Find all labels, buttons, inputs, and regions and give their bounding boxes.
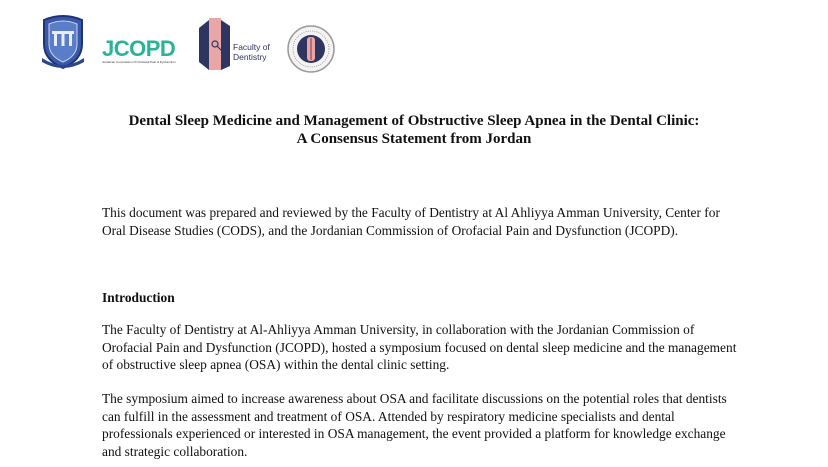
section-heading-introduction: Introduction xyxy=(102,290,175,305)
introduction-paragraph: The symposium aimed to increase awareness about OSA and facilitate discussions on the potential roles that dentists can fulfill in the assessment and treatment of OSA. Attended by respiratory medicine specialists and dental professionals experienced or interested in OSA management, the event provided a platform for knowledge exchange and strategic collaboration. xyxy=(102,391,727,459)
faculty-of-dentistry-logo xyxy=(197,16,277,72)
introduction-paragraph: The Faculty of Dentistry at Al-Ahliyya Amman University, in collaboration with the Jordanian Commission of Orofacial Pain and Dysfunction (JCOPD), hosted a symposium focused on dental sleep medicine and the management of obstructive sleep apnea (OSA) within the dental clinic setting. xyxy=(102,322,737,372)
jcopd-logo xyxy=(102,38,188,72)
jcopd-logo-subtitle: Jordanian Commission Of Orofacial Pain & Dysfunction xyxy=(102,60,176,64)
title-line-1: Dental Sleep Medicine and Management of Obstructive Sleep Apnea in the Dental Clinic: xyxy=(128,113,700,129)
title-line-2: A Consensus Statement from Jordan xyxy=(296,131,532,147)
jcopd-logo-text: JCOPD xyxy=(102,36,176,61)
preparation-note: This document was prepared and reviewed by the Faculty of Dentistry at Al Ahliyya Amman University, Center for Oral Disease Studies (CODS), and the Jordanian Commission of Orofacial Pain and Dysfunction (JCOPD). xyxy=(102,205,720,238)
cods-seal-icon xyxy=(286,24,336,74)
tooth-emblem-icon xyxy=(197,16,231,72)
faculty-label: Faculty of Dentistry xyxy=(233,42,270,62)
document-title xyxy=(0,112,828,148)
university-crest-icon xyxy=(40,14,86,70)
